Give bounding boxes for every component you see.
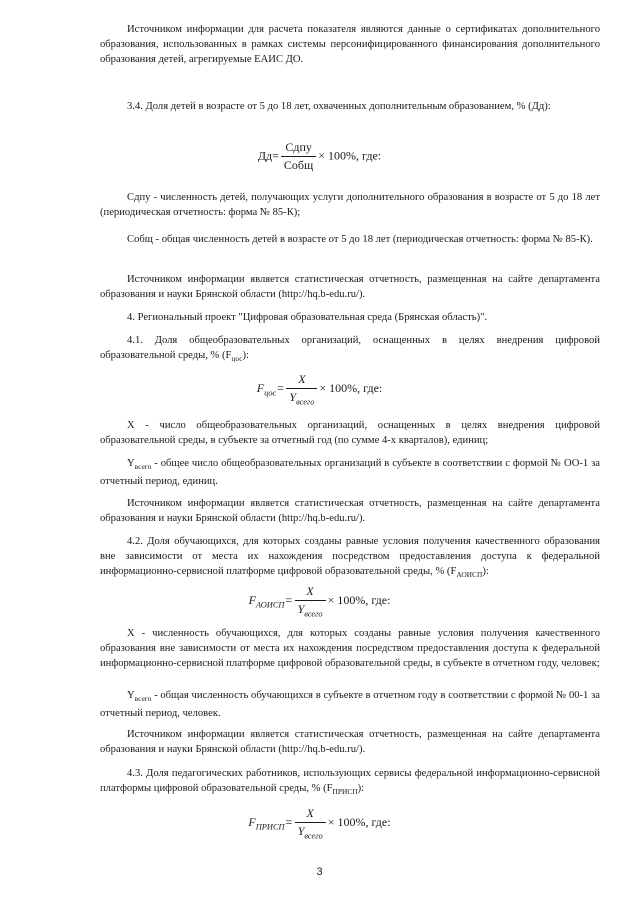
formula-dd-numerator: Сдпу	[281, 140, 316, 157]
formula-faoisp-lhs: F	[248, 592, 256, 607]
formula-faoisp-numerator: X	[295, 584, 326, 601]
page-number: 3	[316, 866, 323, 878]
formula-fprisp-eq: =	[284, 814, 293, 829]
formula-fcos-lhs: F	[256, 380, 265, 395]
formula-dd-lhs: Дд=	[257, 148, 279, 163]
paragraph-4-2-text: 4.2. Доля обучающихся, для которых созданы равные условия получения качественного образования вне зависимости от места их нахождения посредством предоставления доступа к федеральной информационно-сервисной платформе цифровой образовательной среды, % (F	[100, 536, 600, 577]
formula-fprisp-numerator: X	[295, 806, 326, 823]
formula-faoisp	[0, 584, 639, 618]
formula-dd	[0, 140, 639, 173]
paragraph-4-2-end: ):	[482, 566, 489, 577]
paragraph-4-3-subscript: ПРИСП	[332, 787, 358, 797]
paragraph-4-2-heading	[100, 534, 600, 582]
paragraph-source-info-1: Источником информации для расчета показателя являются данные о сертификатах дополнительного образования, использованных в рамках системы персонифицированного финансирования дополнительного образования детей, агрегируемые ЕАИС ДО.	[100, 24, 600, 65]
formula-fprisp-den-sub: всего	[304, 831, 323, 841]
formula-fprisp-lhs-sub: ПРИСП	[255, 822, 285, 832]
formula-fcos-rhs: × 100%, где:	[319, 380, 383, 395]
paragraph-x-definition-4-2: X - численность обучающихся, для которых созданы равные условия получения качественного образования вне зависимости от места их нахождения посредством предоставления доступа к федеральной информационно-сервисной платформе цифровой образовательной среды, в субъекте в отчетном году, человек;	[100, 628, 600, 669]
paragraph-4-3-heading	[100, 766, 600, 799]
formula-fprisp-denominator	[295, 823, 326, 840]
formula-fprisp	[0, 806, 639, 840]
formula-fcos	[0, 372, 639, 406]
formula-fprisp-rhs: × 100%, где:	[327, 814, 391, 829]
paragraph-source-info-2: Источником информации является статистическая отчетность, размещенная на сайте департамента образования и науки Брянской области (http://hq.b-edu.ru/).	[100, 274, 600, 300]
formula-fprisp-den-y: Y	[297, 824, 305, 838]
formula-faoisp-den-y: Y	[297, 602, 305, 616]
formula-fcos-fraction	[286, 372, 317, 406]
formula-faoisp-eq: =	[284, 592, 293, 607]
formula-fcos-den-sub: всего	[296, 397, 315, 407]
paragraph-x-definition-4-1: X - число общеобразовательных организаций, оснащенных в целях внедрения цифровой образовательной среды, в субъекте за отчетный год (по сумме 4-х кварталов), единиц;	[100, 420, 600, 446]
paragraph-y-subscript: всего	[134, 462, 152, 472]
paragraph-y2-symbol: Y	[127, 690, 135, 701]
paragraph-4-3-end: ):	[357, 783, 365, 794]
paragraph-4-3-text: 4.3. Доля педагогических работников, использующих сервисы федеральной информационно-сервисной платформы цифровой образовательной среды, % (F	[100, 768, 600, 794]
formula-dd-rhs: × 100%, где:	[318, 148, 382, 163]
formula-fcos-eq: =	[276, 380, 285, 395]
formula-fprisp-fraction	[295, 806, 326, 840]
formula-fcos-denominator	[286, 389, 317, 406]
formula-fcos-lhs-sub: цос	[264, 388, 277, 398]
paragraph-y2-subscript: всего	[134, 694, 152, 704]
formula-dd-denominator: Собщ	[283, 158, 314, 172]
paragraph-4-1-heading	[100, 333, 600, 366]
paragraph-3-4-heading: 3.4. Доля детей в возрасте от 5 до 18 лет, охваченных дополнительным образованием, % (Дд):	[127, 101, 551, 112]
formula-fcos-den-y: Y	[289, 390, 297, 404]
paragraph-4-1-text: 4.1. Доля общеобразовательных организаций, оснащенных в целях внедрения цифровой образовательной среды, % (F	[100, 335, 600, 361]
paragraph-y-rest: - общее число общеобразовательных организаций в субъекте в соответствии с формой № ОО-1 за отчетный период, единиц.	[100, 458, 600, 488]
formula-faoisp-fraction	[295, 584, 326, 618]
formula-dd-fraction	[281, 140, 316, 173]
paragraph-y-symbol: Y	[127, 458, 135, 469]
paragraph-y2-rest: - общая численность обучающихся в субъекте в отчетном году в соответствии с формой № 00-1 за отчетный период, человек.	[100, 690, 600, 720]
paragraph-section-4-heading: 4. Региональный проект "Цифровая образовательная среда (Брянская область)".	[127, 312, 488, 323]
paragraph-source-info-4: Источником информации является статистическая отчетность, размещенная на сайте департамента образования и науки Брянской области (http://hq.b-edu.ru/).	[100, 729, 600, 755]
formula-faoisp-rhs: × 100%, где:	[327, 592, 391, 607]
paragraph-sobsch-definition: Собщ - общая численность детей в возрасте от 5 до 18 лет (периодическая отчетность: форма № 85-К).	[127, 234, 593, 245]
formula-fcos-numerator: X	[286, 372, 317, 389]
formula-fprisp-lhs: F	[248, 814, 256, 829]
formula-faoisp-den-sub: всего	[304, 609, 323, 619]
formula-faoisp-lhs-sub: АОИСП	[255, 600, 285, 610]
formula-faoisp-denominator	[295, 601, 326, 618]
paragraph-source-info-3: Источником информации является статистическая отчетность, размещенная на сайте департамента образования и науки Брянской области (http://hq.b-edu.ru/).	[100, 498, 600, 524]
paragraph-4-1-end: ):	[242, 350, 250, 361]
paragraph-sdpu-definition: Сдпу - численность детей, получающих услуги дополнительного образования в возрасте от 5 до 18 лет (периодическая отчетность: форма № 85-К);	[100, 192, 600, 218]
paragraph-y-definition-4-1	[100, 456, 600, 489]
paragraph-4-1-subscript: цос	[231, 354, 243, 364]
paragraph-4-2-subscript: АОИСП	[456, 570, 483, 580]
paragraph-y-definition-4-2	[100, 688, 600, 721]
